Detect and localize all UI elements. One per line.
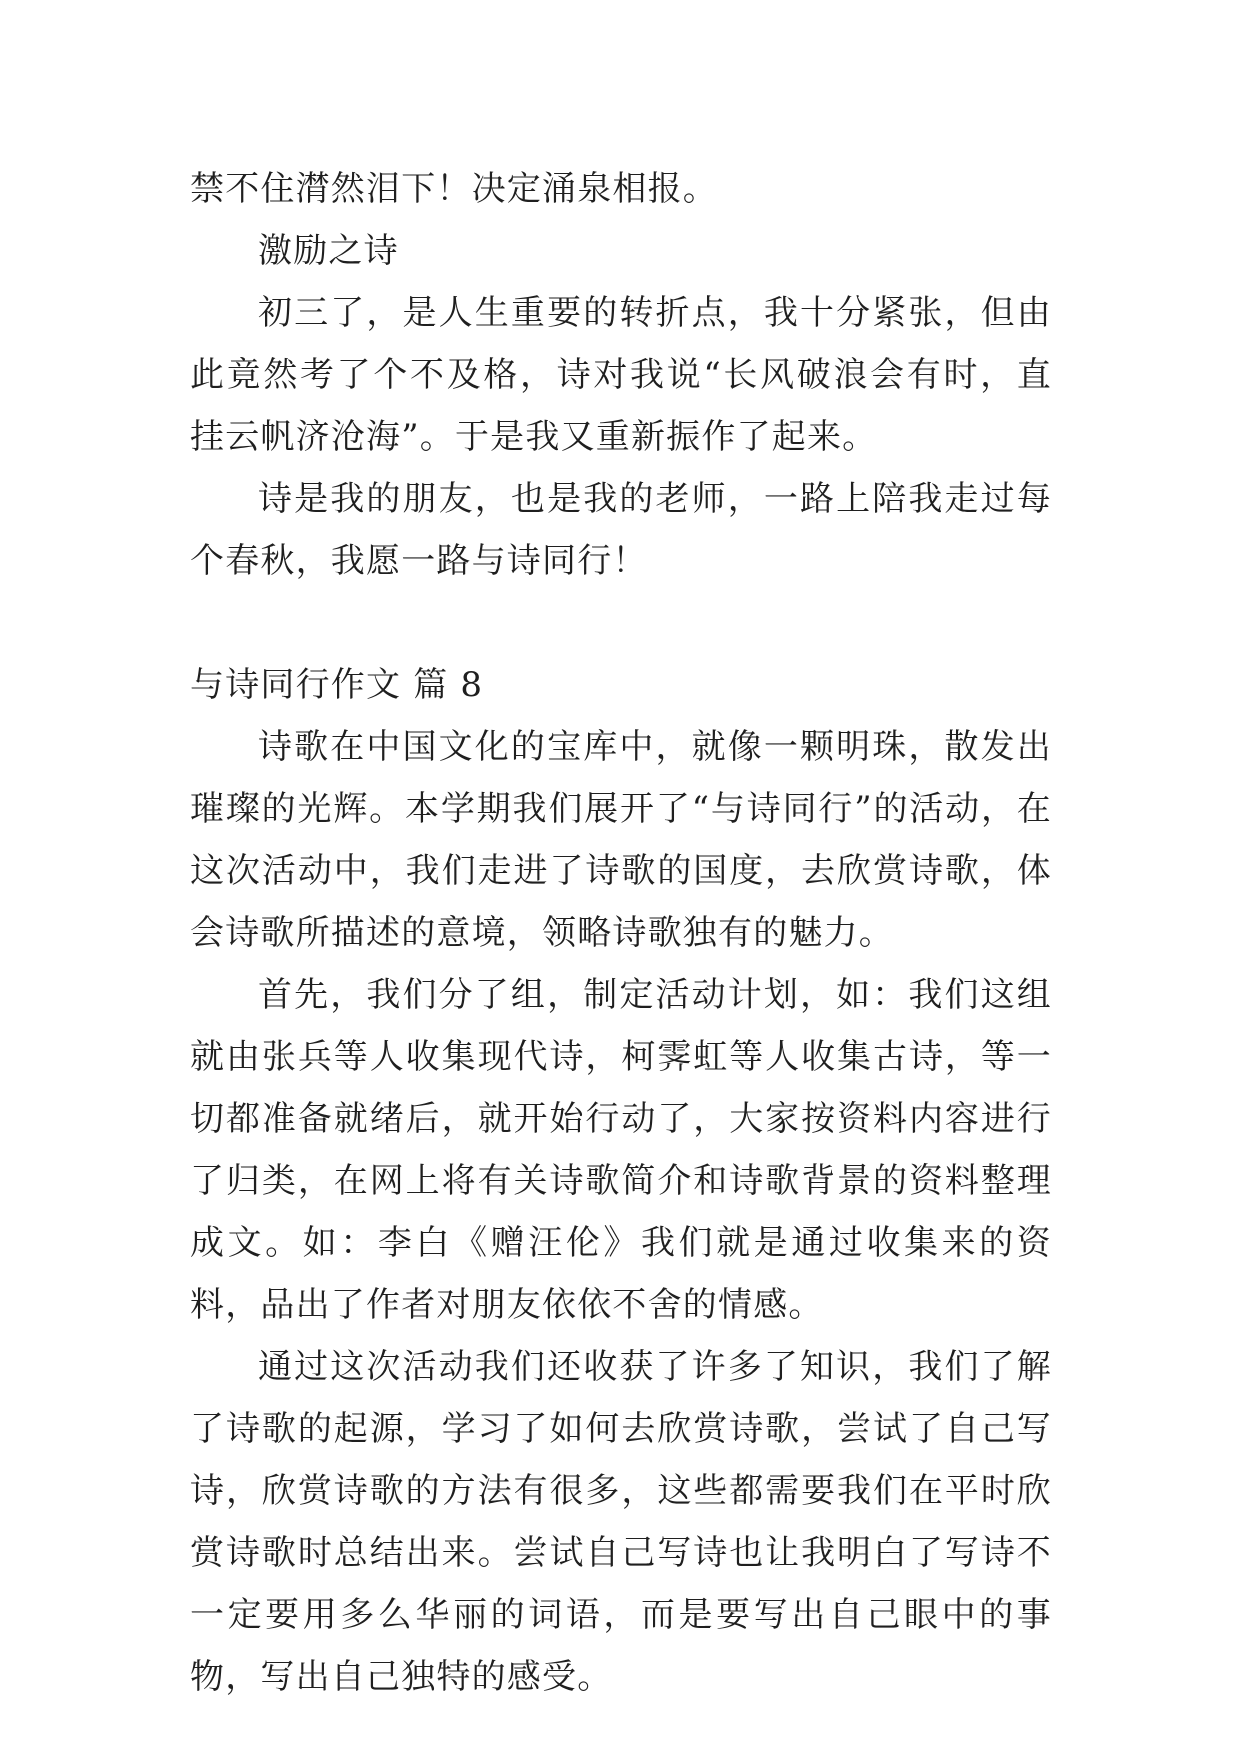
paragraph: 诗是我的朋友，也是我的老师，一路上陪我走过每个春秋，我愿一路与诗同行！	[190, 479, 1052, 581]
section-title: 与诗同行作文 篇 8	[190, 665, 484, 705]
paragraph: 初三了，是人生重要的转折点，我十分紧张，但由此竟然考了个不及格，诗对我说“长风破浪会有时，直挂云帆济沧海”。于是我又重新振作了起来。	[190, 293, 1052, 457]
subheading: 激励之诗	[258, 231, 399, 271]
document-body	[190, 158, 1052, 1708]
paragraph: 通过这次活动我们还收获了许多了知识，我们了解了诗歌的起源，学习了如何去欣赏诗歌，尝试了自己写诗，欣赏诗歌的方法有很多，这些都需要我们在平时欣赏诗歌时总结出来。尝试自己写诗也让我明白了写诗不一定要用多么华丽的词语，而是要写出自己眼中的事物，写出自己独特的感受。	[190, 1347, 1052, 1697]
paragraph: 诗歌在中国文化的宝库中，就像一颗明珠，散发出璀璨的光辉。本学期我们展开了“与诗同行”的活动，在这次活动中，我们走进了诗歌的国度，去欣赏诗歌，体会诗歌所描述的意境，领略诗歌独有的魅力。	[190, 727, 1052, 953]
continued-paragraph: 禁不住潸然泪下！决定涌泉相报。	[190, 169, 718, 209]
paragraph: 首先，我们分了组，制定活动计划，如：我们这组就由张兵等人收集现代诗，柯霁虹等人收集古诗，等一切都准备就绪后，就开始行动了，大家按资料内容进行了归类，在网上将有关诗歌简介和诗歌背景的资料整理成文。如：李白《赠汪伦》我们就是通过收集来的资料，品出了作者对朋友依依不舍的情感。	[190, 975, 1052, 1325]
